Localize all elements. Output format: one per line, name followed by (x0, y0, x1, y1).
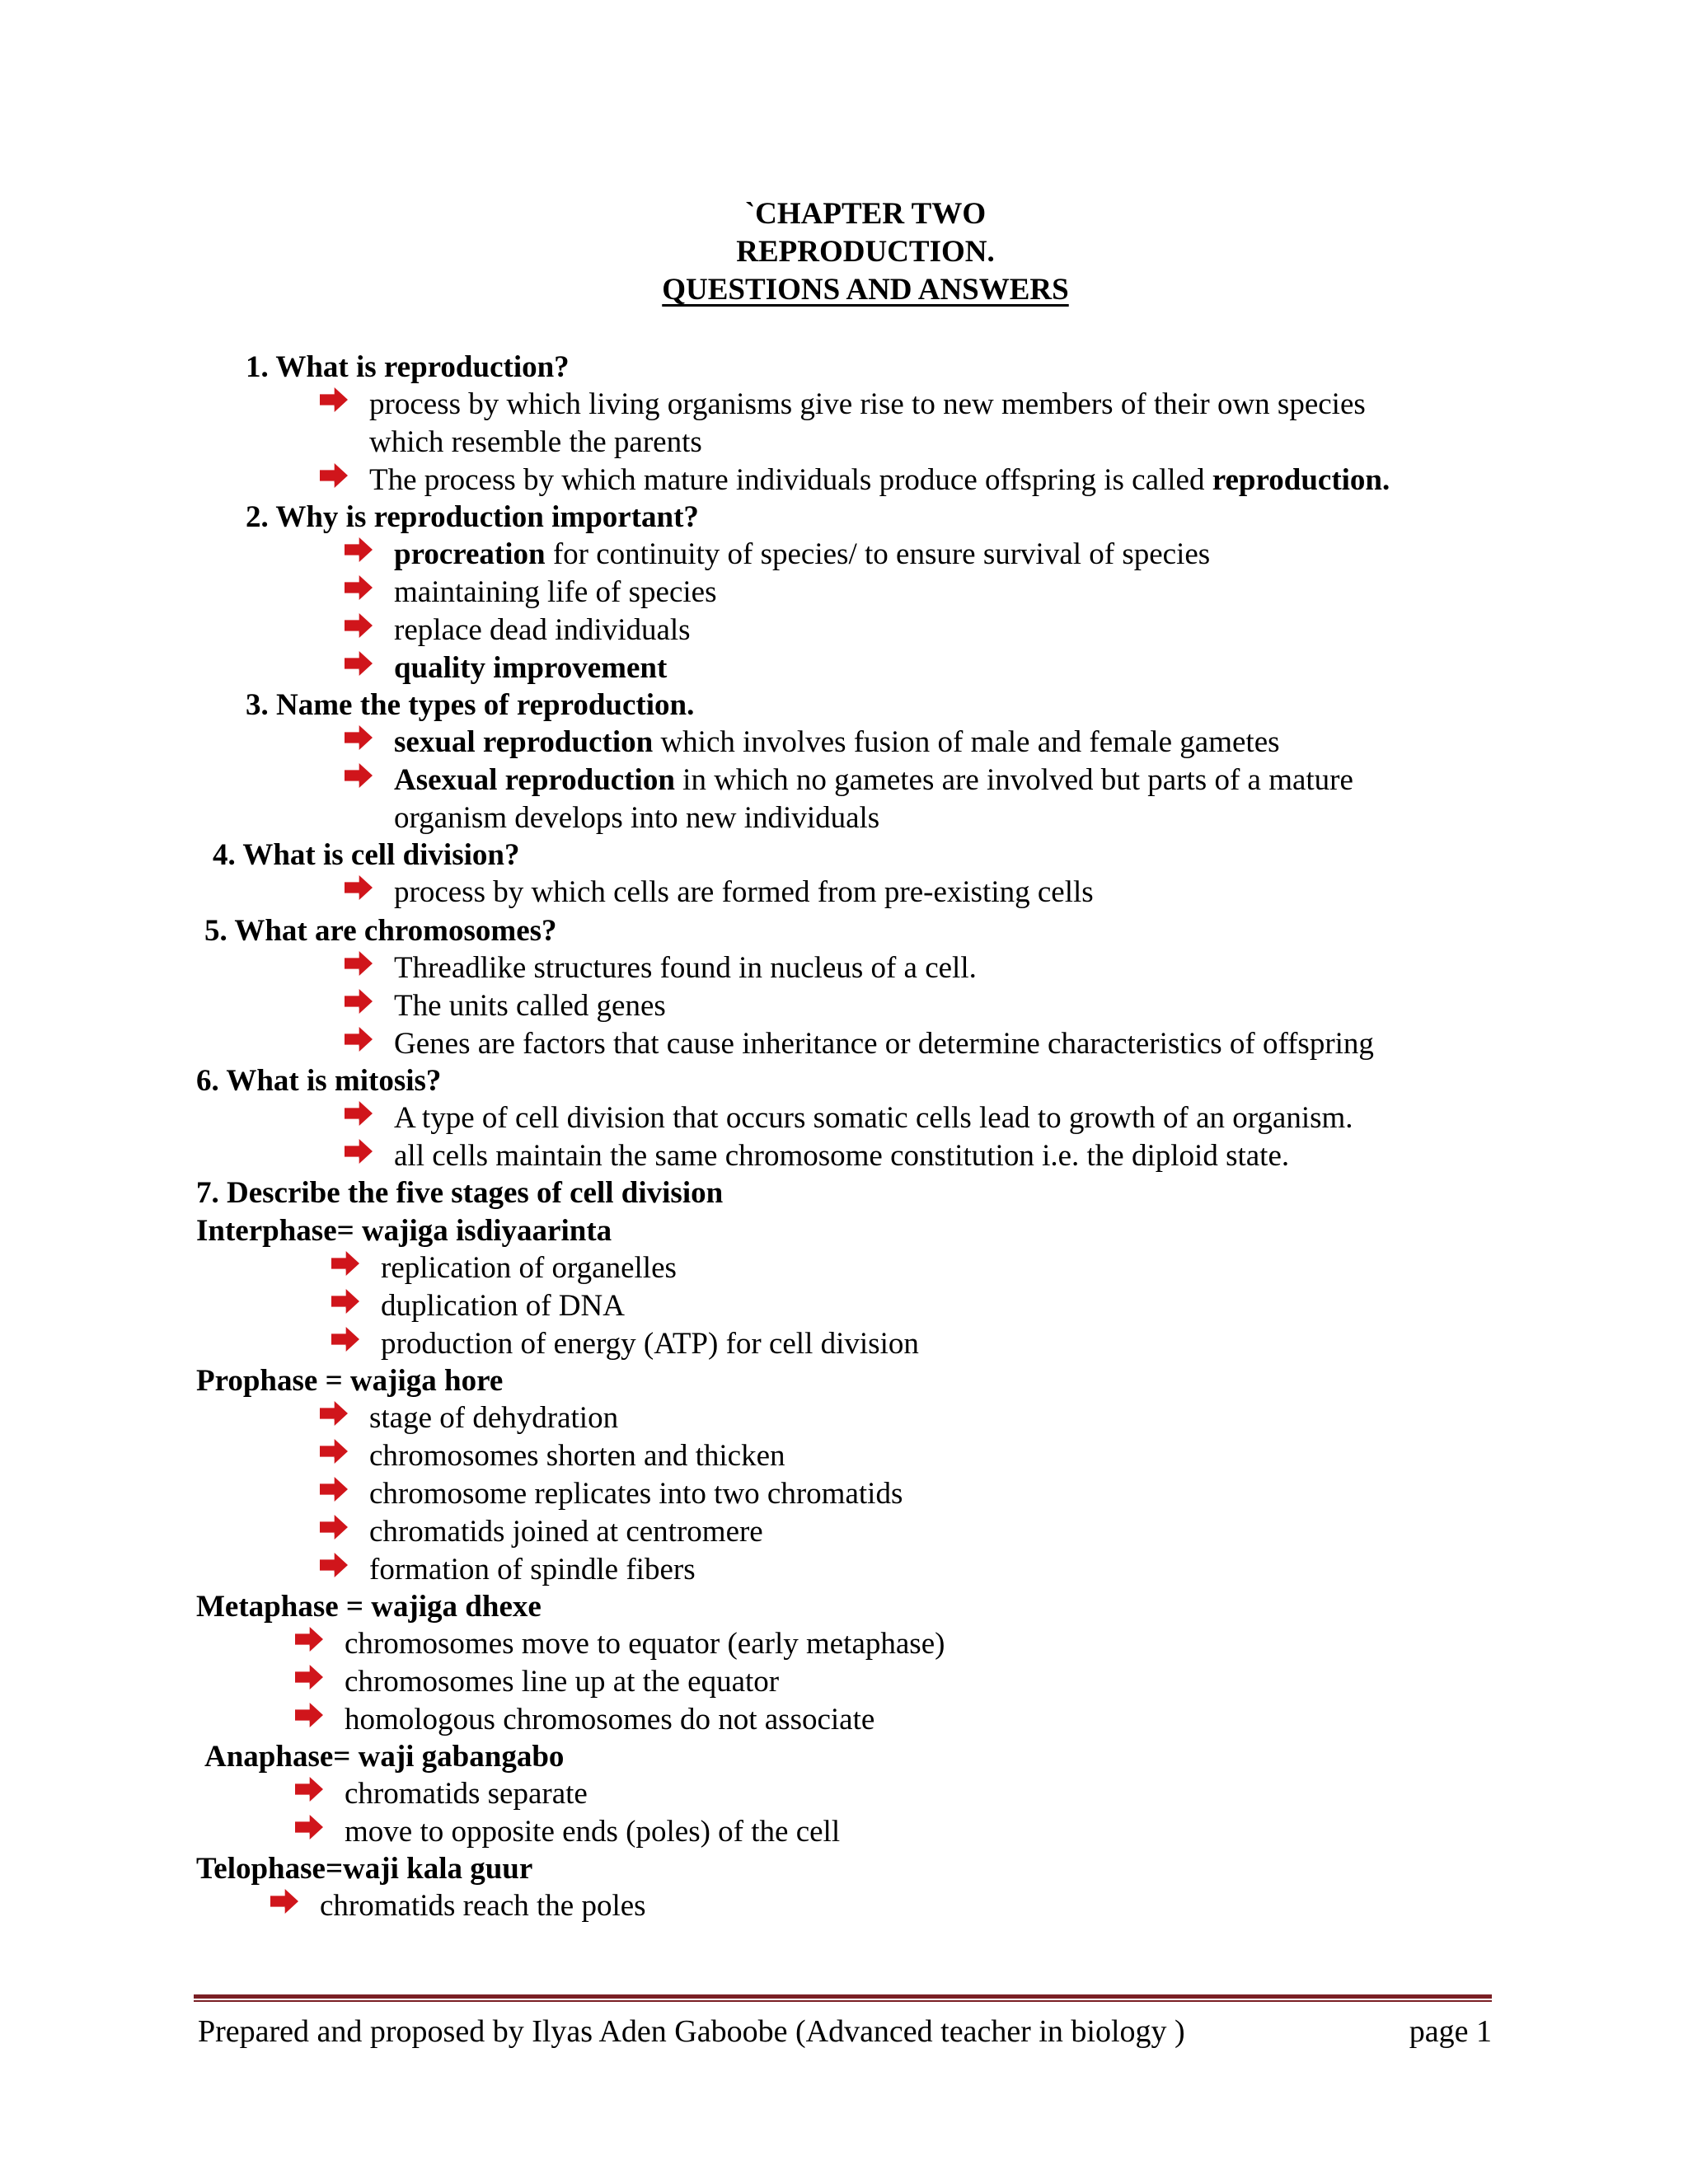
question-7: 7. Describe the five stages of cell division (196, 1176, 724, 1210)
arrow-bullet-icon (345, 1101, 373, 1126)
question-6: 6. What is mitosis? (196, 1064, 442, 1098)
arrow-bullet-icon (345, 651, 373, 676)
arrow-bullet-icon (345, 1139, 373, 1164)
question-5: 5. What are chromosomes? (204, 914, 557, 948)
answer-plain: for continuity of species/ to ensure survival of species (545, 537, 1211, 571)
answer-text: Threadlike structures found in nucleus of a cell. (394, 951, 977, 985)
stage-anaphase-heading: Anaphase= waji gabangabo (204, 1740, 565, 1774)
answer-text: replace dead individuals (394, 613, 691, 647)
answer-text: replication of organelles (381, 1251, 677, 1285)
answer-text: chromatids joined at centromere (369, 1515, 763, 1549)
arrow-bullet-icon (345, 575, 373, 600)
answer-bold: procreation (394, 537, 546, 571)
topic-heading: REPRODUCTION. (736, 235, 995, 269)
question-4: 4. What is cell division? (213, 838, 520, 872)
arrow-bullet-icon (295, 1777, 323, 1802)
stage-prophase-heading: Prophase = wajiga hore (196, 1364, 504, 1398)
answer-plain: which involves fusion of male and female gametes (653, 725, 1280, 759)
arrow-bullet-icon (270, 1889, 298, 1914)
answer-text: chromosomes line up at the equator (345, 1665, 780, 1699)
answer-text: chromatids reach the poles (320, 1889, 646, 1923)
arrow-bullet-icon (295, 1703, 323, 1727)
arrow-bullet-icon (320, 1553, 348, 1577)
arrow-bullet-icon (345, 537, 373, 562)
answer-text: chromosome replicates into two chromatids (369, 1477, 903, 1511)
question-3: 3. Name the types of reproduction. (246, 688, 695, 722)
answer-text: all cells maintain the same chromosome constitution i.e. the diploid state. (394, 1139, 1290, 1173)
arrow-bullet-icon (345, 951, 373, 976)
answer-plain: in which no gametes are involved but parts of a mature (674, 763, 1353, 797)
answer-text: chromosomes move to equator (early metaphase) (345, 1627, 945, 1661)
arrow-bullet-icon (320, 1401, 348, 1426)
answer-text: organism develops into new individuals (394, 801, 880, 835)
arrow-bullet-icon (345, 725, 373, 750)
answer-text: homologous chromosomes do not associate (345, 1703, 875, 1736)
answer-text: A type of cell division that occurs somatic cells lead to growth of an organism. (394, 1101, 1353, 1135)
answer-text: process by which living organisms give rise to new members of their own species (369, 387, 1366, 421)
arrow-bullet-icon (345, 875, 373, 900)
answer-text: duplication of DNA (381, 1289, 625, 1323)
arrow-bullet-icon (295, 1627, 323, 1652)
arrow-bullet-icon (320, 463, 348, 488)
answer-text (394, 536, 1210, 574)
arrow-bullet-icon (331, 1289, 359, 1314)
answer-text: production of energy (ATP) for cell division (381, 1327, 919, 1361)
answer-text: which resemble the parents (369, 425, 702, 459)
answer-text: chromosomes shorten and thicken (369, 1439, 785, 1473)
answer-text: The units called genes (394, 989, 666, 1023)
answer-text: stage of dehydration (369, 1401, 619, 1435)
footer-rule (194, 1994, 1492, 1999)
arrow-bullet-icon (345, 989, 373, 1014)
footer-credit: Prepared and proposed by Ilyas Aden Gaboobe (Advanced teacher in biology ) (198, 2014, 1185, 2049)
answer-text: chromatids separate (345, 1777, 588, 1811)
answer-bold: sexual reproduction (394, 725, 654, 759)
answer-text: process by which cells are formed from pre-existing cells (394, 875, 1094, 909)
subtitle-heading: QUESTIONS AND ANSWERS (662, 273, 1069, 307)
arrow-bullet-icon (320, 1477, 348, 1502)
arrow-bullet-icon (345, 613, 373, 638)
answer-text: maintaining life of species (394, 575, 717, 609)
answer-text (394, 724, 1280, 762)
arrow-bullet-icon (331, 1327, 359, 1352)
answer-bold: reproduction. (1212, 463, 1390, 497)
arrow-bullet-icon (295, 1815, 323, 1840)
question-2: 2. Why is reproduction important? (246, 500, 699, 534)
arrow-bullet-icon (345, 763, 373, 788)
answer-text: Genes are factors that cause inheritance or determine characteristics of offspring (394, 1027, 1374, 1061)
page-number: page 1 (1409, 2014, 1492, 2049)
answer-text: formation of spindle fibers (369, 1553, 696, 1586)
arrow-bullet-icon (345, 1027, 373, 1052)
answer-text: move to opposite ends (poles) of the cell (345, 1815, 841, 1849)
answer-text: quality improvement (394, 651, 668, 685)
arrow-bullet-icon (331, 1251, 359, 1276)
answer-text (369, 462, 1390, 499)
stage-telophase-heading: Telophase=waji kala guur (196, 1852, 533, 1886)
stage-interphase-heading: Interphase= wajiga isdiyaarinta (196, 1214, 612, 1248)
arrow-bullet-icon (320, 1515, 348, 1540)
answer-text (394, 762, 1353, 799)
arrow-bullet-icon (295, 1665, 323, 1690)
subtitle-wrap (0, 271, 1688, 309)
stage-metaphase-heading: Metaphase = wajiga dhexe (196, 1590, 542, 1624)
answer-bold: Asexual reproduction (394, 763, 675, 797)
arrow-bullet-icon (320, 387, 348, 412)
chapter-heading: `CHAPTER TWO (744, 197, 987, 231)
question-1: 1. What is reproduction? (246, 350, 570, 384)
footer (198, 2013, 1492, 2050)
arrow-bullet-icon (320, 1439, 348, 1464)
answer-plain: The process by which mature individuals produce offspring is called (369, 463, 1212, 497)
footer-rule-thin (194, 2000, 1492, 2002)
